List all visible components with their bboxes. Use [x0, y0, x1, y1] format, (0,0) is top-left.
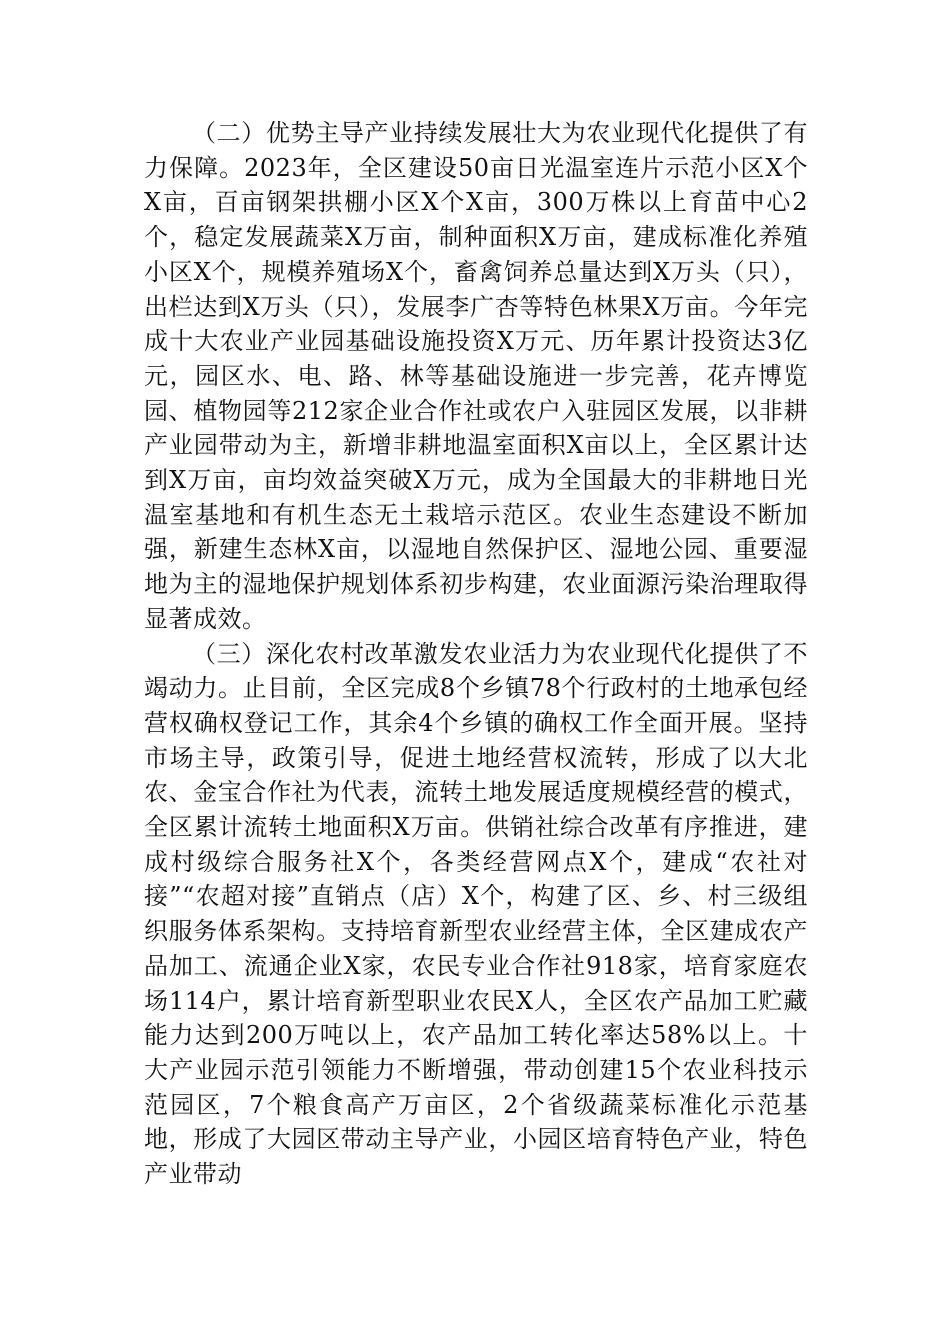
- paragraph-section-three: （三）深化农村改革激发农业活力为农业现代化提供了不竭动力。止目前，全区完成8个乡镇78个行政村的土地承包经营权确权登记工作，其余4个乡镇的确权工作全面开展。坚持市场主导，政策引导，促进土地经营权流转，形成了以大北农、金宝合作社为代表，流转土地发展适度规模经营的模式，全区累计流转土地面积X万亩。供销社综合改革有序推进，建成村级综合服务社X个，各类经营网点X个，建成“农社对接”“农超对接”直销点（店）X个，构建了区、乡、村三级组织服务体系架构。支持培育新型农业经营主体，全区建成农产品加工、流通企业X家，农民专业合作社918家，培育家庭农场114户，累计培育新型职业农民X人，全区农产品加工贮藏能力达到200万吨以上，农产品加工转化率达58%以上。十大产业园示范引领能力不断增强，带动创建15个农业科技示范园区，7个粮食高产万亩区，2个省级蔬菜标准化示范基地，形成了大园区带动主导产业，小园区培育特色产业，特色产业带动: [144, 639, 808, 1189]
- document-body: [144, 116, 808, 1192]
- paragraph-section-two: （二）优势主导产业持续发展壮大为农业现代化提供了有力保障。2023年，全区建设50亩日光温室连片示范小区X个X亩，百亩钢架拱棚小区X个X亩，300万株以上育苗中心2个，稳定发展蔬菜X万亩，制种面积X万亩，建成标准化养殖小区X个，规模养殖场X个，畜禽饲养总量达到X万头（只），出栏达到X万头（只），发展李广杏等特色林果X万亩。今年完成十大农业产业园基础设施投资X万元、历年累计投资达3亿元，园区水、电、路、林等基础设施进一步完善，花卉博览园、植物园等212家企业合作社或农户入驻园区发展，以非耕产业园带动为主，新增非耕地温室面积X亩以上，全区累计达到X万亩，亩均效益突破X万元，成为全国最大的非耕地日光温室基地和有机生态无土栽培示范区。农业生态建设不断加强，新建生态林X亩，以湿地自然保护区、湿地公园、重要湿地为主的湿地保护规划体系初步构建，农业面源污染治理取得显著成效。: [144, 119, 808, 633]
